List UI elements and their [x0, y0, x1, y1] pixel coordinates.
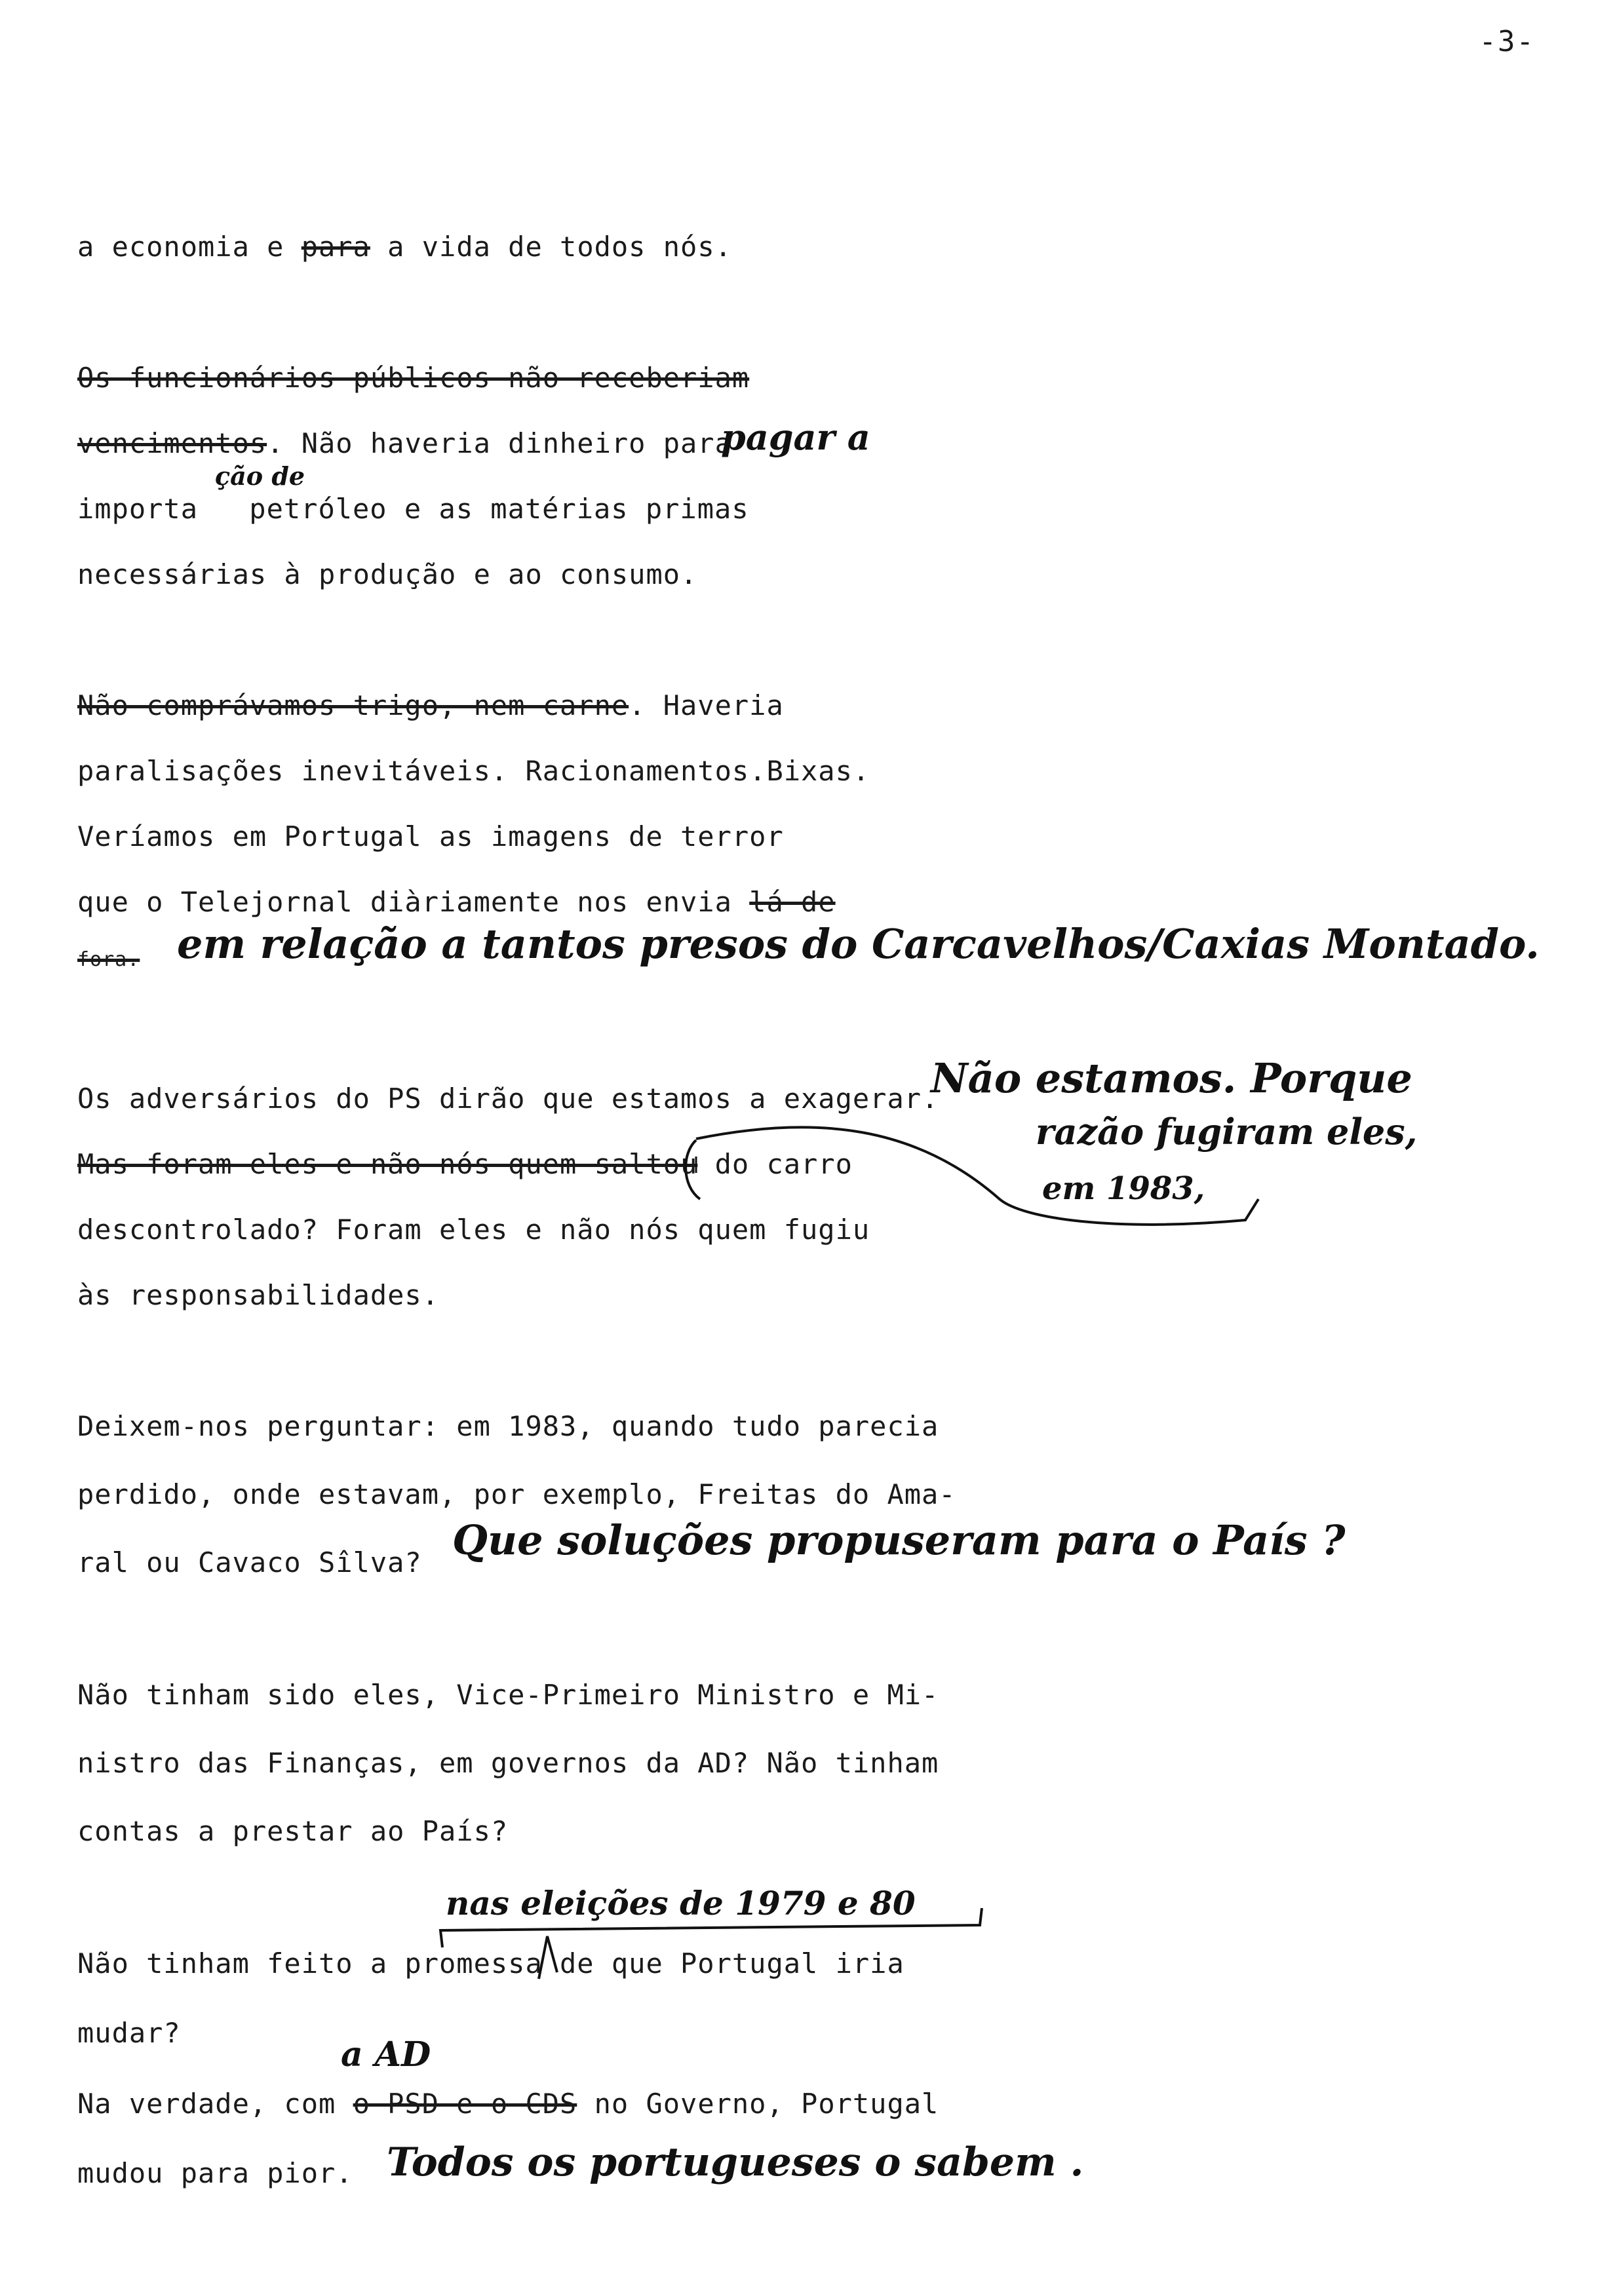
paragraph-3-line-3: Veríamos em Portugal as imagens de terror: [77, 820, 784, 852]
text: Não tinham feito a promessa: [77, 1947, 543, 1980]
paragraph-6-line-1: Não tinham sido eles, Vice-Primeiro Ministro e Mi-: [77, 1679, 939, 1711]
text: Na verdade, com: [77, 2088, 353, 2120]
text: a economia e: [77, 231, 302, 263]
struck-text: Não comprávamos trigo, nem carne: [77, 689, 629, 721]
handwritten-annotation: Não estamos. Porque: [931, 1054, 1412, 1102]
paragraph-5-line-2: perdido, onde estavam, por exemplo, Freitas do Ama-: [77, 1478, 956, 1510]
handwritten-annotation: Que soluções propuseram para o País ?: [452, 1516, 1346, 1564]
paragraph-8-line-1: [77, 2090, 939, 2118]
handwritten-annotation: em 1983,: [1042, 1170, 1205, 1207]
struck-text: lá de: [749, 886, 836, 918]
handwritten-annotation: Todos os portugueses o sabem .: [387, 2139, 1084, 2185]
paragraph-4-line-2: [77, 1148, 853, 1180]
paragraph-4-line-3: descontrolado? Foram eles e não nós quem fugiu: [77, 1214, 870, 1246]
text: de que Portugal iria: [542, 1947, 905, 1980]
struck-text: para: [301, 231, 370, 263]
paragraph-2-line-1: Os funcionários públicos não receberiam: [77, 362, 750, 394]
text: que o Telejornal diàriamente nos envia: [77, 886, 750, 918]
paragraph-7-line-2: mudar?: [77, 2017, 181, 2049]
text: do carro: [697, 1148, 853, 1180]
struck-text: Mas foram eles e não nós quem saltou: [77, 1148, 698, 1180]
paragraph-3-line-4: [77, 886, 836, 918]
paragraph-4-line-4: às responsabilidades.: [77, 1279, 440, 1311]
paragraph-2-line-2: [77, 427, 732, 459]
paragraph-5-line-3: ral ou Cavaco Sîlva?: [77, 1546, 422, 1578]
handwritten-annotation: a AD: [341, 2035, 431, 2075]
paragraph-8-line-2: mudou para pior.: [77, 2157, 353, 2189]
page-number: -3-: [1479, 25, 1535, 58]
text: no Governo, Portugal: [577, 2088, 939, 2120]
text: . Haveria: [629, 689, 784, 721]
paragraph-6-line-2: nistro das Finanças, em governos da AD? Não tinham: [77, 1747, 939, 1779]
struck-text: vencimentos: [77, 427, 267, 459]
text: a vida de todos nós.: [370, 231, 732, 263]
text: . Não haveria dinheiro para: [267, 427, 732, 459]
handwritten-annotation: em relação a tantos presos do Carcavelhos/Caxias Montado.: [177, 920, 1540, 968]
paragraph-6-line-3: contas a prestar ao País?: [77, 1815, 509, 1847]
paragraph-4-line-1: Os adversários do PS dirão que estamos a exagerar.: [77, 1082, 939, 1115]
handwritten-annotation: pagar a: [721, 416, 870, 458]
paragraph-3-line-2: paralisações inevitáveis. Racionamentos.Bixas.: [77, 755, 870, 787]
handwritten-annotation: nas eleições de 1979 e 80: [446, 1884, 916, 1923]
paragraph-2-line-3: [77, 495, 749, 523]
paragraph-7-line-1: [77, 1947, 905, 1980]
paragraph-3-line-5: fora.: [77, 948, 140, 971]
handwritten-annotation: razão fugiram eles,: [1036, 1111, 1418, 1153]
paragraph-2-line-4: necessárias à produção e ao consumo.: [77, 558, 698, 590]
struck-text: o PSD e o CDS: [353, 2088, 577, 2120]
paragraph-3-line-1: [77, 689, 784, 721]
paragraph-5-line-1: Deixem-nos perguntar: em 1983, quando tudo parecia: [77, 1410, 939, 1442]
handwritten-annotation: ção de: [215, 461, 305, 491]
text: petróleo e as matérias primas: [232, 493, 749, 525]
paragraph-1-line-1: [77, 233, 732, 261]
text: importa: [77, 493, 199, 525]
